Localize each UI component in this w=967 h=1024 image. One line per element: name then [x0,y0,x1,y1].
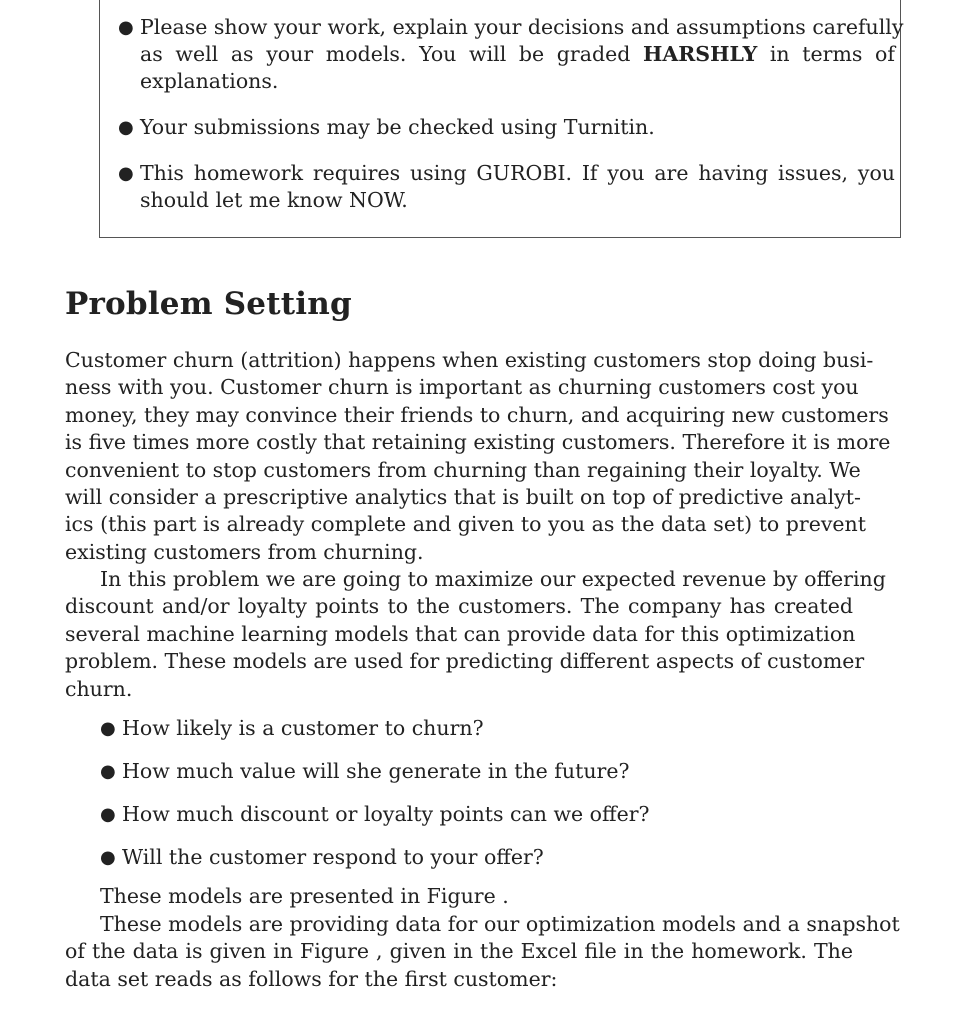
paragraph-data-snapshot [65,911,900,993]
instructions-box [99,0,904,238]
question-text: How much value will she generate in the future? [122,759,630,783]
question-text: Will the customer respond to your offer? [122,845,544,869]
paragraph-line: money, they may convince their friends to churn, and acquiring new customers [65,402,889,427]
instruction-line: explanations. [140,69,279,93]
bullet-icon: ● [100,804,116,825]
paragraph-line: discount and/or loyalty points to the customers. The company has created [65,594,853,619]
paragraph-line: In this problem we are going to maximize our expected revenue by offering [100,567,886,591]
paragraph-line: Customer churn (attrition) happens when existing customers stop doing busi- [65,348,874,372]
paragraph-line: of the data is given in Figure , given in the Excel file in the homework. The [65,939,853,964]
instruction-line: This homework requires using GUROBI. If you are having issues, you [140,161,895,185]
instruction-item-gurobi [118,160,895,214]
paragraph-problem [65,566,886,703]
question-text: How much discount or loyalty points can we offer? [122,802,650,826]
paragraph-figure-ref [65,883,853,910]
emphasis-text: HARSHLY [642,42,758,66]
instruction-line: Please show your work, explain your decisions and assumptions carefully [140,15,904,39]
bullet-icon: ● [118,163,134,184]
paragraph-line: churn. [65,676,133,701]
instruction-line: should let me know NOW. [140,188,408,212]
paragraph-churn-intro [65,347,891,566]
bullet-icon: ● [100,847,116,868]
paragraph-line: These models are presented in Figure . [100,884,509,908]
list-item [100,715,484,742]
list-item [100,844,544,871]
paragraph-line: problem. These models are used for predicting different aspects of customer [65,649,865,674]
bullet-icon: ● [118,17,134,38]
instruction-text: in terms of [757,42,895,66]
instruction-item-turnitin [118,114,895,141]
paragraph-line: is five times more costly that retaining existing customers. Therefore it is more [65,430,891,455]
paragraph-line: ness with you. Customer churn is important as churning customers cost you [65,375,859,400]
instruction-line: Your submissions may be checked using Turnitin. [140,115,655,139]
bullet-icon: ● [100,718,116,739]
instruction-item-work [118,14,904,95]
paragraph-line: ics (this part is already complete and given to you as the data set) to prevent [65,512,867,537]
section-title: Problem Setting [65,286,352,322]
list-item [100,758,630,785]
paragraph-line: convenient to stop customers from churning than regaining their loyalty. We [65,457,861,482]
paragraph-line: existing customers from churning. [65,539,424,564]
instruction-line [140,41,895,68]
instruction-text: as well as your models. You will be graded [140,42,643,66]
bullet-icon: ● [100,761,116,782]
bullet-icon: ● [118,117,134,138]
paragraph-line: data set reads as follows for the first customer: [65,966,558,991]
paragraph-line: will consider a prescriptive analytics that is built on top of predictive analyt- [65,485,861,510]
list-item [100,801,650,828]
paragraph-line: These models are providing data for our optimization models and a snapshot [100,912,900,936]
paragraph-line: several machine learning models that can provide data for this optimization [65,621,856,646]
question-text: How likely is a customer to churn? [122,716,484,740]
